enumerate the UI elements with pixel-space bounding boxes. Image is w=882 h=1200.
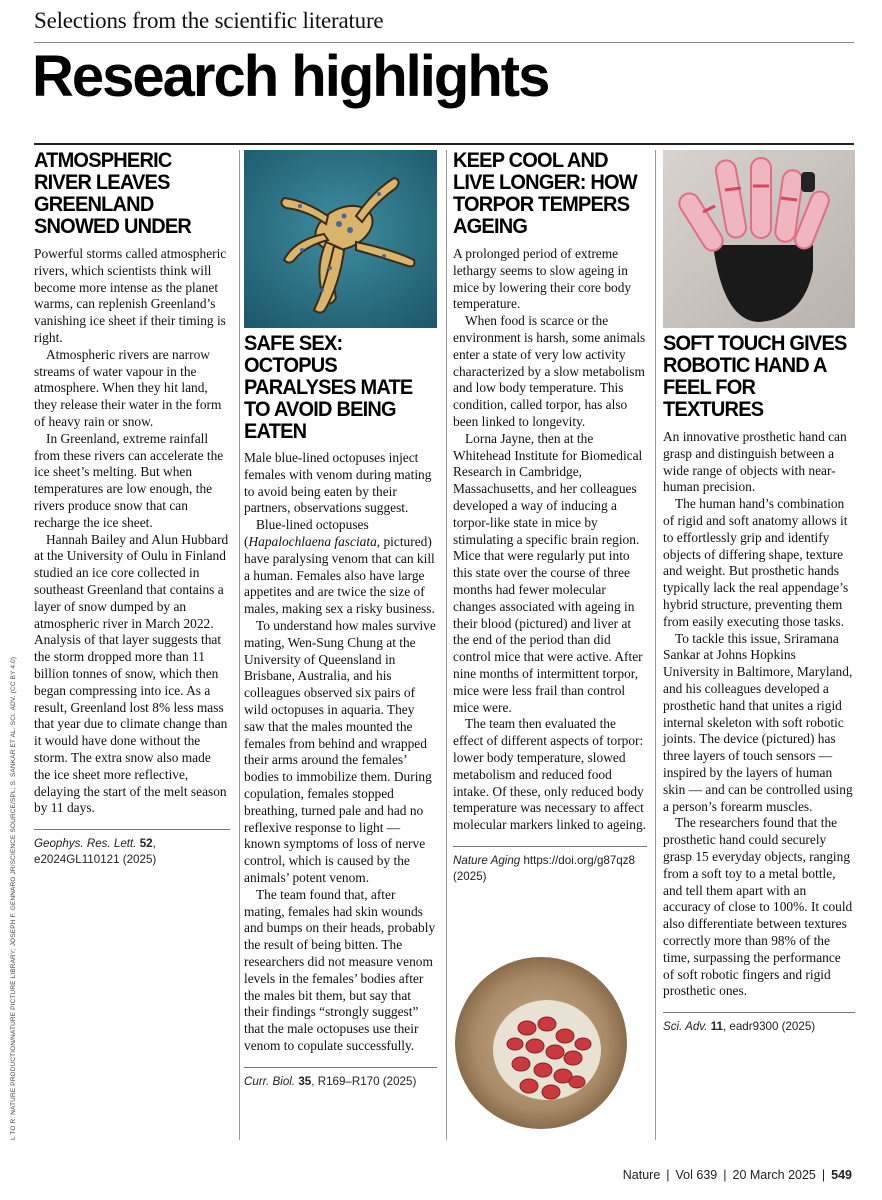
article-headline: SOFT TOUCH GIVES ROBOTIC HAND A FEEL FOR TEXTURES: [663, 331, 847, 422]
article-paragraph: When food is scarce or the environment is harsh, some animals enter a state of very low activity characterized by a slow metabolism and low body temperature. This condition, called torpor, has also been linked to longevity.: [453, 313, 646, 429]
citation-volume: 52: [139, 837, 153, 851]
article-paragraph: The team then evaluated the effect of different aspects of torpor: lower body temperature, slowed metabolism and reduced food intake. Of these, only reduced body temperature was necessary to affect molecular markers linked to ageing.: [453, 716, 646, 833]
citation-details: , eadr9300 (2025): [722, 1020, 816, 1034]
octopus-photo: [244, 150, 437, 328]
citation-journal: Nature Aging: [453, 853, 521, 867]
title-divider: [34, 143, 854, 145]
article-paragraph: An innovative prosthetic hand can grasp and distinguish between a wide range of objects with near-human precision.: [663, 429, 847, 495]
article-headline: ATMOSPHERIC RIVER LEAVES GREENLAND SNOWED UNDER: [34, 148, 192, 239]
column-divider: [655, 150, 656, 1140]
article-paragraph: The human hand’s combination of rigid and soft anatomy allows it to effortlessly grip and identify objects of differing shape, texture and weight. But prosthetic hands typically lack the real appendage’s hybrid structure, preventing them from easily executing those tasks.: [663, 496, 849, 629]
citation-journal: Geophys. Res. Lett.: [34, 837, 137, 851]
paragraph-text: , pictured) have paralysing venom that can kill a human. Females also have large appetites and are twice the size of males, making sex a risky business.: [244, 533, 435, 617]
citation-journal: Curr. Biol.: [244, 1074, 296, 1088]
species-name: Hapalochlaena fasciata: [248, 533, 377, 549]
blood-vessel-micrograph: [455, 946, 627, 1140]
article-paragraph: The team found that, after mating, females had skin wounds and bumps on their heads, probably the result of being bitten. The researchers did not measure venom levels in the females’ bodies after the males bit them, but say that their findings “strongly suggest” that the male octopuses use their venom to copulate successfully.: [244, 886, 436, 1053]
article-greenland: [34, 150, 230, 868]
article-paragraph: A prolonged period of extreme lethargy seems to slow ageing in mice by lowering their core body temperature.: [453, 246, 632, 312]
footer-journal: Nature: [622, 1168, 661, 1182]
article-paragraph: To tackle this issue, Sriramana Sankar at Johns Hopkins University in Baltimore, Maryland, and his colleagues developed a prosthetic hand that unites a rigid internal skeleton with soft robotic joints. The device (pictured) has three layers of touch sensors — inspired by the layers of human skin — and can be controlled using a person’s forearm muscles.: [663, 630, 853, 814]
citation-journal: Sci. Adv.: [663, 1020, 708, 1034]
article-paragraph: In Greenland, extreme rainfall from these rivers can accelerate the ice sheet’s melting. But when temperatures are low enough, the rivers produce snow that can recharge the ice sheet.: [34, 430, 224, 530]
citation-volume: 35: [298, 1074, 312, 1088]
citation-details: , e2024GL110121 (2025): [34, 837, 157, 867]
robotic-hand-photo: [663, 150, 855, 328]
article-paragraph: Lorna Jayne, then at the Whitehead Institute for Biomedical Research in Cambridge, Massachusetts, and her colleagues developed a way of inducing a torpor-like state in mice by stimulating a specific brain region. Mice that were regularly put into this state over the course of three months had fewer molecular changes associated with ageing in their blood (pictured) and liver at the end of the period than did control mice that were active. After nine months of intermittent torpor, mice were less frail than control mice were.: [453, 430, 643, 715]
citation-details: https://doi.org/g87qz8 (2025): [453, 853, 635, 883]
article-torpor: [453, 150, 647, 885]
article-body: [453, 246, 647, 834]
article-paragraph: Hannah Bailey and Alun Hubbard at the University of Oulu in Finland studied an ice core collected in southeast Greenland that contains a layer of snow dumped by an atmospheric river in March 2022. Analysis of that layer suggests that the storm dropped more than 11 billion tonnes of snow, which then began compressing into ice. As a result, Greenland lost 8% less mass that year due to climate change than it would have done without the storm. The extra snow also made the ice sheet more reflective, delaying the start of the melt season by 11 days.: [34, 531, 229, 816]
page-number: 549: [831, 1168, 852, 1182]
article-octopus: [244, 333, 437, 1090]
article-body: [244, 450, 437, 1055]
photo-credit: L TO R: NATURE PRODUCTION/NATURE PICTURE LIBRARY; JOSEPH F. GENNARO JR/SCIENCE SOURCE/SPL; S. SANKAR ET AL. SCI. ADV. (CC BY 4.0): [10, 656, 17, 1140]
article-citation: [244, 1067, 437, 1090]
article-citation: [453, 846, 647, 885]
footer-date: 20 March 2025: [732, 1168, 816, 1182]
article-citation: [34, 829, 230, 868]
column-divider: [446, 150, 447, 1140]
article-paragraph: The researchers found that the prosthetic hand could securely grasp 15 everyday objects, ranging from a soft toy to a metal bottle, and tell them apart with an accuracy of close to 100%. It could also differentiate between textures correctly more than 98% of the time, surpassing the performance of soft robotic fingers and rigid prosthetic ones.: [663, 815, 853, 999]
article-paragraph: [244, 517, 437, 618]
paragraph-text: Blue-lined octopuses (: [244, 517, 369, 549]
page-footer: Nature | Vol 639 | 20 March 2025 | 549: [622, 1168, 852, 1182]
article-paragraph: Atmospheric rivers are narrow streams of water vapour in the atmosphere. When they hit land, they release their water in the form of heavy rain or snow.: [34, 346, 222, 429]
page-title: Research highlights: [32, 44, 549, 109]
article-robotic-hand: [663, 333, 855, 1035]
citation-details: , R169–R170 (2025): [311, 1074, 417, 1088]
article-headline: SAFE SEX: OCTOPUS PARALYSES MATE TO AVOID BEING EATEN: [244, 331, 413, 444]
article-paragraph: Male blue-lined octopuses inject females with venom during mating to avoid being eaten by their partners, observations suggest.: [244, 450, 432, 516]
column-divider: [239, 150, 240, 1140]
footer-volume: Vol 639: [675, 1168, 718, 1182]
article-paragraph: Powerful storms called atmospheric rivers, which scientists think will become more intense as the planet warms, can replenish Greenland’s vanishing ice sheet if their timing is right.: [34, 246, 227, 345]
article-paragraph: To understand how males survive mating, Wen-Sung Chung at the University of Queensland in Brisbane, Australia, and his colleagues observed six pairs of wild octopuses in aquaria. They saw that the males mounted the females from behind and wrapped their arms around the females’ bodies to immobilize them. During copulation, females stopped breathing, turned pale and had no reflexive response to light — known symptoms of loss of nerve control, which is caused by the animals’ potent venom.: [244, 617, 436, 885]
article-citation: [663, 1012, 855, 1035]
article-headline: KEEP COOL AND LIVE LONGER: HOW TORPOR TEMPERS AGEING: [453, 148, 637, 239]
section-kicker: Selections from the scientific literature: [34, 8, 384, 33]
citation-volume: 11: [710, 1020, 723, 1034]
article-body: [663, 429, 855, 1000]
article-body: [34, 246, 230, 817]
